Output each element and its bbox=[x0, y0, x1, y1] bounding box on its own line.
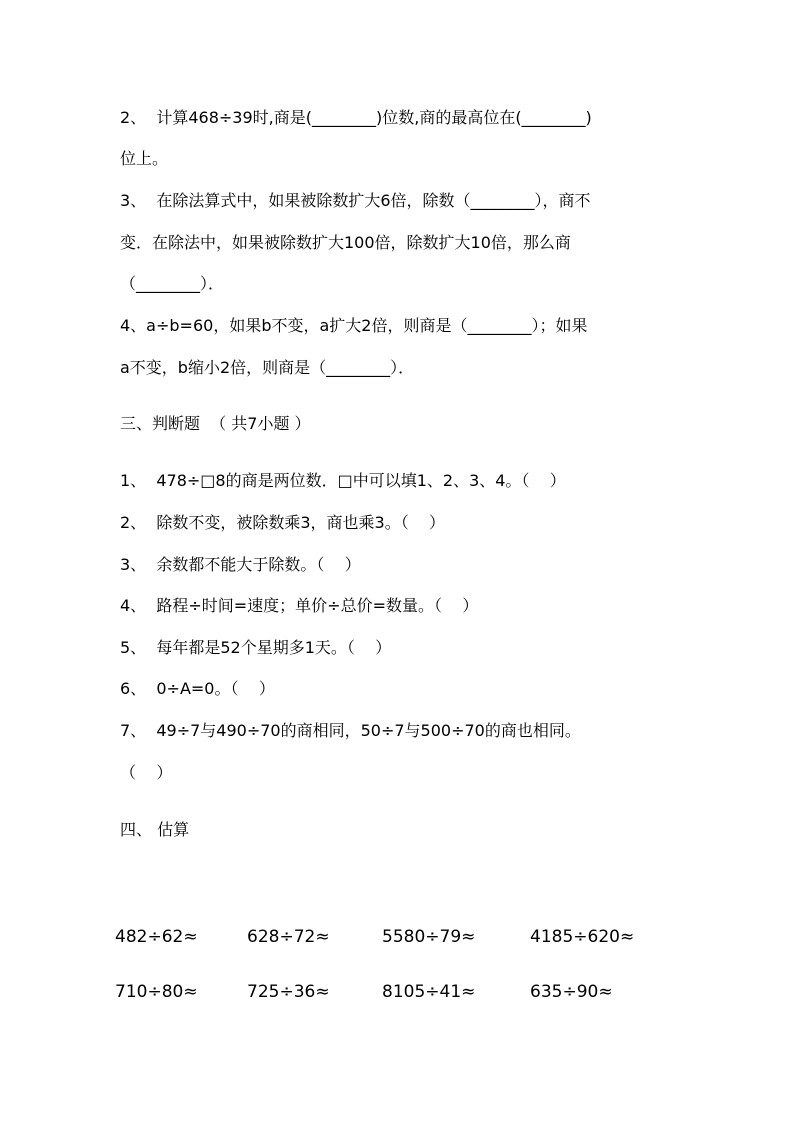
judge-item-6: 6、 0÷A=0。（ ） bbox=[120, 679, 275, 698]
question-3-line-3: （________）． bbox=[120, 274, 225, 293]
estimate-item: 4185÷620≈ bbox=[530, 927, 635, 947]
judge-item-3: 3、 余数都不能大于除数。（ ） bbox=[120, 555, 361, 574]
judge-item-1: 1、 478÷□8的商是两位数．□中可以填1、2、3、4。（ ） bbox=[120, 471, 566, 490]
judge-item-4: 4、 路程÷时间=速度；单价÷总价=数量。（ ） bbox=[120, 596, 479, 615]
question-2-line-1: 2、 计算468÷39时,商是(________)位数,商的最高位在(________) bbox=[120, 108, 592, 127]
question-3-line-1: 3、 在除法算式中，如果被除数扩大6倍，除数（________），商不 bbox=[120, 191, 591, 210]
estimate-item: 725÷36≈ bbox=[247, 982, 330, 1002]
estimate-item: 5580÷79≈ bbox=[382, 927, 476, 947]
question-3-line-2: 变．在除法中，如果被除数扩大100倍，除数扩大10倍，那么商 bbox=[120, 233, 571, 252]
question-4-line-2: a不变，b缩小2倍，则商是（________）． bbox=[120, 358, 415, 377]
judge-item-2: 2、 除数不变，被除数乘3，商也乘3。（ ） bbox=[120, 513, 446, 532]
judge-item-7-answer: （ ） bbox=[120, 763, 173, 782]
section-heading-estimate: 四、 估算 bbox=[120, 820, 190, 839]
question-4-line-1: 4、a÷b=60，如果b不变，a扩大2倍，则商是（________）；如果 bbox=[120, 316, 588, 335]
estimate-item: 635÷90≈ bbox=[530, 982, 613, 1002]
estimate-item: 482÷62≈ bbox=[115, 927, 198, 947]
question-2-line-2: 位上。 bbox=[120, 149, 169, 168]
judge-item-7: 7、 49÷7与490÷70的商相同，50÷7与500÷70的商也相同。 bbox=[120, 721, 581, 740]
estimate-item: 710÷80≈ bbox=[115, 982, 198, 1002]
estimate-item: 8105÷41≈ bbox=[382, 982, 476, 1002]
section-heading-judge: 三、判断题 （ 共7小题 ） bbox=[120, 414, 311, 433]
judge-item-5: 5、 每年都是52个星期多1天。（ ） bbox=[120, 638, 392, 657]
estimate-item: 628÷72≈ bbox=[247, 927, 330, 947]
